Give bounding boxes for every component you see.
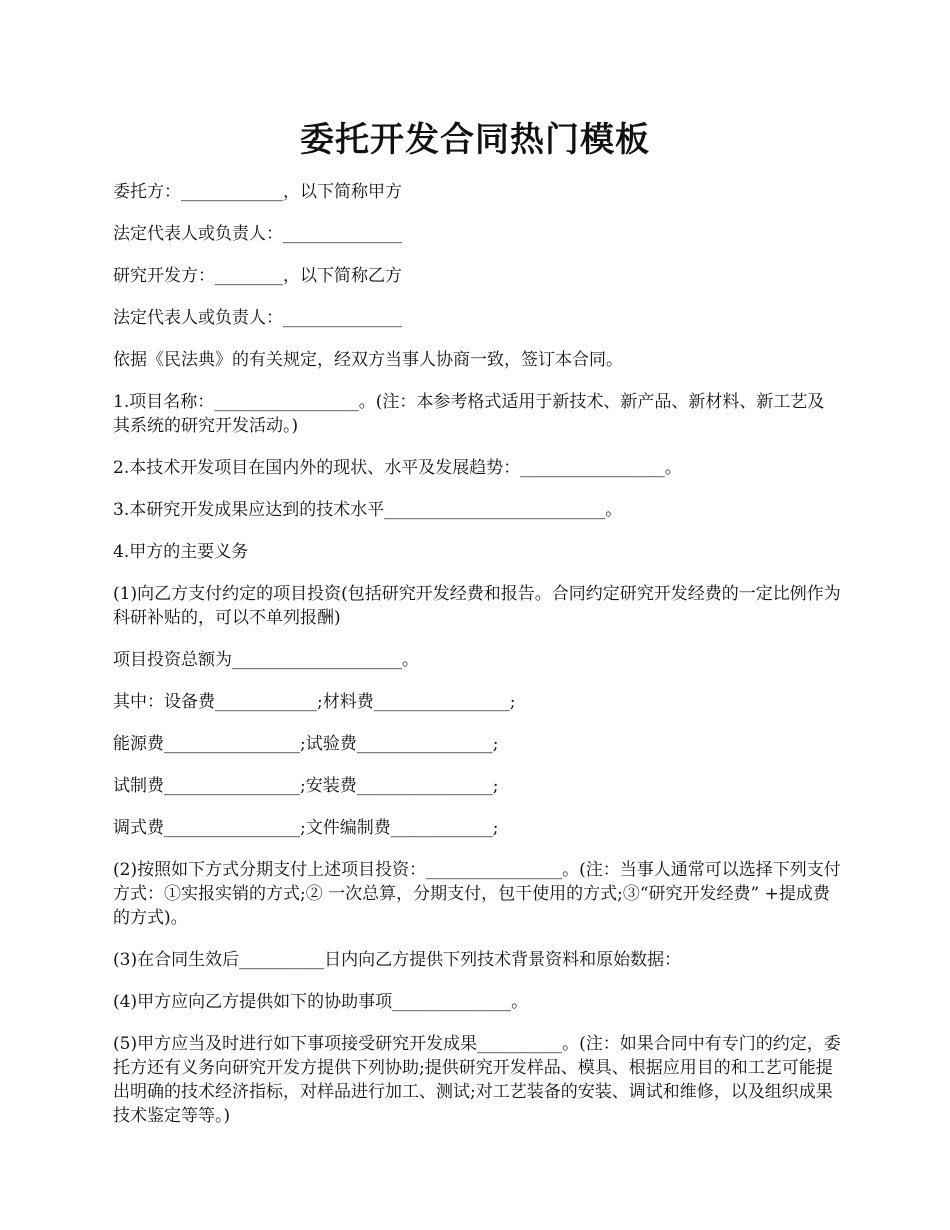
paragraph-legal-basis: 依据《民法典》的有关规定，经双方当事人协商一致，签订本合同。 <box>113 350 623 370</box>
clause-4-2-installments: (2)按照如下方式分期支付上述项目投资：________________。(注：当事人通常可以选择下列支付方式：①实报实销的方式;② 一次总算，分期支付，包干使用的方式;③“研究开发经费” +提成费的方式)。 <box>113 860 841 928</box>
document-body <box>113 180 841 1146</box>
clause-1-project-name: 1.项目名称：_________________。(注：本参考格式适用于新技术、新产品、新材料、新工艺及其系统的研究开发活动。) <box>113 392 825 436</box>
cost-line-energy-testing: 能源费________________;试验费________________; <box>113 734 499 754</box>
paragraph-developer: 研究开发方：________，以下简称乙方 <box>113 266 402 286</box>
cost-line-debugging-documents: 调式费________________;文件编制费____________; <box>113 818 499 838</box>
investment-total: 项目投资总额为____________________。 <box>113 650 419 670</box>
clause-4-4-assistance: (4)甲方应向乙方提供如下的协助事项______________。 <box>113 992 529 1012</box>
document-title: 委托开发合同热门模板 <box>300 120 650 160</box>
clause-2-status: 2.本技术开发项目在国内外的现状、水平及发展趋势：_________________。 <box>113 458 682 478</box>
clause-4-3-background-data: (3)在合同生效后__________日内向乙方提供下列技术背景资料和原始数据： <box>113 950 682 970</box>
clause-4-5-acceptance: (5)甲方应当及时进行如下事项接受研究开发成果__________。(注：如果合同中有专门的约定，委托方还有义务向研究开发方提供下列协助;提供研究开发样品、模具、根据应用目的和工艺可能提出明确的技术经济指标，对样品进行加工、测试;对工艺装备的安装、调试和维修，以及组织成果技术鉴定等等。) <box>113 1034 841 1126</box>
cost-line-trial-installation: 试制费________________;安装费________________; <box>113 776 499 796</box>
cost-line-equipment-materials: 其中：设备费____________;材料费________________; <box>113 692 516 712</box>
paragraph-principal: 委托方：____________，以下简称甲方 <box>113 182 402 202</box>
clause-4-1-payment: (1)向乙方支付约定的项目投资(包括研究开发经费和报告。合同约定研究开发经费的一定比例作为科研补贴的，可以不单列报酬) <box>113 584 841 628</box>
clause-3-technical-level: 3.本研究开发成果应达到的技术水平__________________________。 <box>113 500 623 520</box>
paragraph-developer-representative: 法定代表人或负责人：______________ <box>113 308 402 328</box>
paragraph-principal-representative: 法定代表人或负责人：______________ <box>113 224 402 244</box>
clause-4-heading: 4.甲方的主要义务 <box>113 542 249 562</box>
